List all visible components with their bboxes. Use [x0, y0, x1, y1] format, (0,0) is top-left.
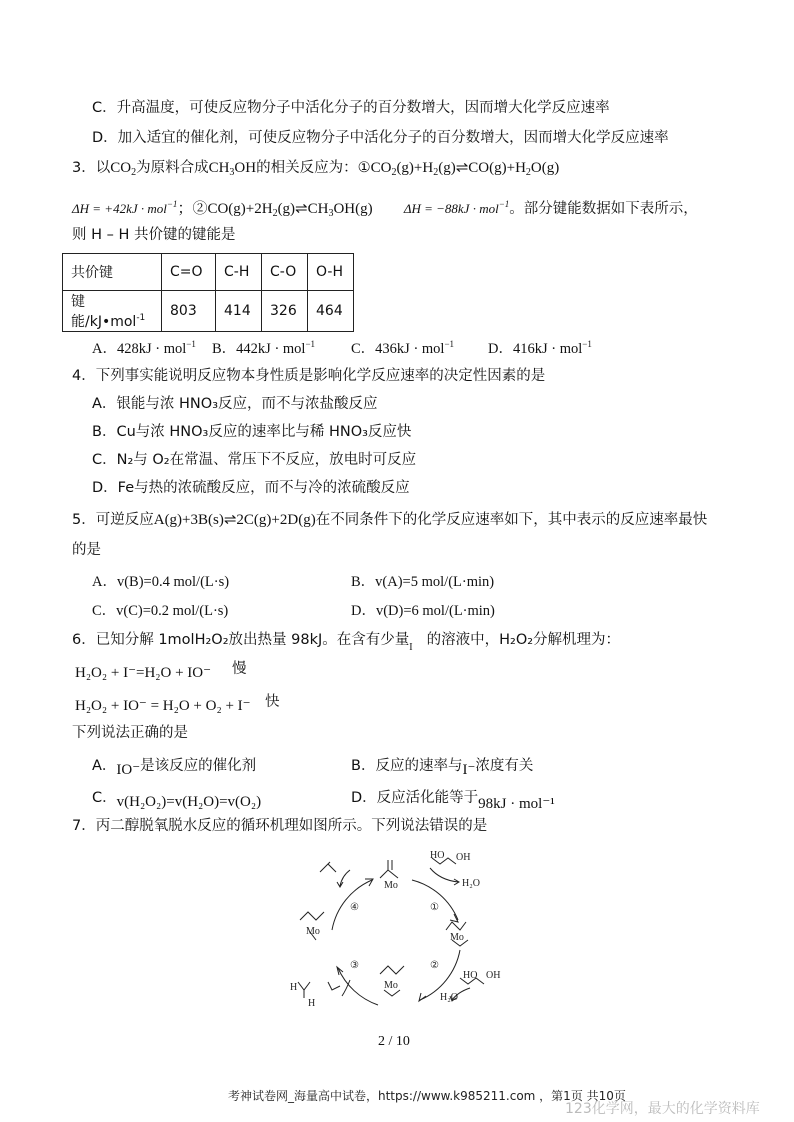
mo-label-bottom: Mo [384, 980, 398, 991]
page-number: 2 / 10 [378, 1034, 410, 1049]
q2-option-c: C．升高温度，可使反应物分子中活化分子的百分数增大，因而增大化学反应速率 [92, 100, 610, 116]
q3-stem: 3．以$CO_2$为原料合成$CH_3OH$的相关反应为：$①CO_2(g)+H_2(g)\rightleftharpoons CO(g)+H_2O(g)$ [72, 160, 560, 178]
q6-eq1: H₂O₂ + I⁻=H₂O + IO⁻ [75, 665, 212, 681]
q4-option-c: C．N₂与 O₂在常温、常压下不反应，放电时可反应 [92, 452, 417, 468]
q4-option-a: A．银能与浓 HNO₃反应，而不与浓盐酸反应 [92, 396, 378, 412]
q3-option-a: A．428kJ · mol$^{-1}$ [92, 339, 196, 357]
h-label: H [308, 998, 316, 1009]
q5-stem: 5．可逆反应A(g)+3B(s)⇌2C(g)+2D(g)在不同条件下的化学反应速率如下，其中表示的反应速率最快 [72, 512, 708, 528]
table-header: 共价键 [63, 254, 162, 291]
water-label-2: H₂O [440, 992, 458, 1003]
q6-option-c: C．v(H₂O₂)=v(H₂O)=v(O₂) [92, 790, 262, 810]
table-cell: 326 [262, 291, 308, 332]
table-cell: 464 [308, 291, 354, 332]
q6-slow-label: 慢 [232, 661, 247, 677]
q4-stem: 4．下列事实能说明反应物本身性质是影响化学反应速率的决定性因素的是 [72, 368, 546, 384]
q6-option-a: A．IO⁻是该反应的催化剂 [92, 758, 257, 778]
mo-label-top: Mo [384, 880, 398, 891]
table-cell: 803 [162, 291, 216, 332]
q6-option-b: B．反应的速率与I⁻浓度有关 [351, 758, 534, 778]
table-cell: 414 [216, 291, 262, 332]
q5-option-c: C．v(C)=0.2 mol/(L·s) [92, 603, 229, 619]
cycle-arc-3 [338, 968, 378, 1005]
table-header: O-H [308, 254, 354, 291]
oh-label: OH [486, 970, 501, 981]
q4-option-d: D．Fe与热的浓硫酸反应，而不与冷的浓硫酸反应 [92, 480, 410, 496]
water-label-1: H₂O [462, 878, 480, 889]
q3-question: 则 H – H 共价键的键能是 [72, 227, 236, 243]
bond-energy-table [62, 253, 354, 332]
q3-option-c: C．436kJ · mol$^{-1}$ [351, 339, 455, 357]
step-2-label: ② [430, 960, 439, 971]
mo-label-left: Mo [306, 926, 320, 937]
h-label: H [290, 982, 298, 993]
table-header: C=O [162, 254, 216, 291]
q3-option-d: D．416kJ · mol$^{-1}$ [488, 339, 592, 357]
cycle-arc-1 [412, 880, 458, 920]
q2-option-d: D．加入适宜的催化剂，可使反应物分子中活化分子的百分数增大，因而增大化学反应速率 [92, 130, 669, 146]
q5-stem-line2: 的是 [72, 542, 101, 558]
ho-label: HO [463, 970, 478, 981]
q6-eq2: H₂O₂ + IO⁻ = H₂O + O₂ + I⁻ [75, 698, 251, 714]
q4-option-b: B．Cu与浓 HNO₃反应的速率比与稀 HNO₃反应快 [92, 424, 412, 440]
footer-text: 考神试卷网_海量高中试卷，https://www.k985211.com ，第1页 共10页 [228, 1089, 626, 1103]
q7-stem: 7．丙二醇脱氧脱水反应的循环机理如图所示。下列说法错误的是 [72, 818, 488, 834]
reaction-cycle-diagram [280, 850, 520, 1025]
step-3-label: ③ [350, 960, 359, 971]
q5-option-b: B．v(A)=5 mol/(L·min) [351, 574, 495, 590]
q3-option-b: B．442kJ · mol$^{-1}$ [212, 339, 316, 357]
mo-label-right: Mo [450, 932, 464, 943]
q5-option-a: A．v(B)=0.4 mol/(L·s) [92, 574, 230, 590]
q6-question: 下列说法正确的是 [72, 725, 188, 741]
ho-label: HO [430, 850, 445, 861]
watermark-text: 123化学网，最大的化学资料库 [565, 1101, 760, 1117]
q5-option-d: D．v(D)=6 mol/(L·min) [351, 603, 495, 619]
q6-stem: 6．已知分解 1molH₂O₂放出热量 98kJ。在含有少量$_I$ 的溶液中，H₂O₂分解机理为： [72, 632, 621, 653]
table-header: C-O [262, 254, 308, 291]
arrowhead [337, 967, 343, 975]
q6-option-d: D．反应活化能等于98kJ · mol⁻¹ [351, 790, 555, 812]
table-cell: 键能/kJ•mol$^{-1}$ [63, 291, 162, 332]
oh-label: OH [456, 852, 471, 863]
arrowhead [419, 993, 426, 1001]
step-4-label: ④ [350, 902, 359, 913]
step-1-label: ① [430, 902, 439, 913]
q3-stem-line2: ΔH = +42kJ · mol$^{-1}$；$②CO(g)+2H_2(g)\rightleftharpoons CH_3OH(g) \Delta H = -88kJ \cdot mol^{-1}$。部分键能数据如下表所示， [72, 199, 698, 219]
q6-fast-label: 快 [265, 694, 280, 710]
table-header: C-H [216, 254, 262, 291]
